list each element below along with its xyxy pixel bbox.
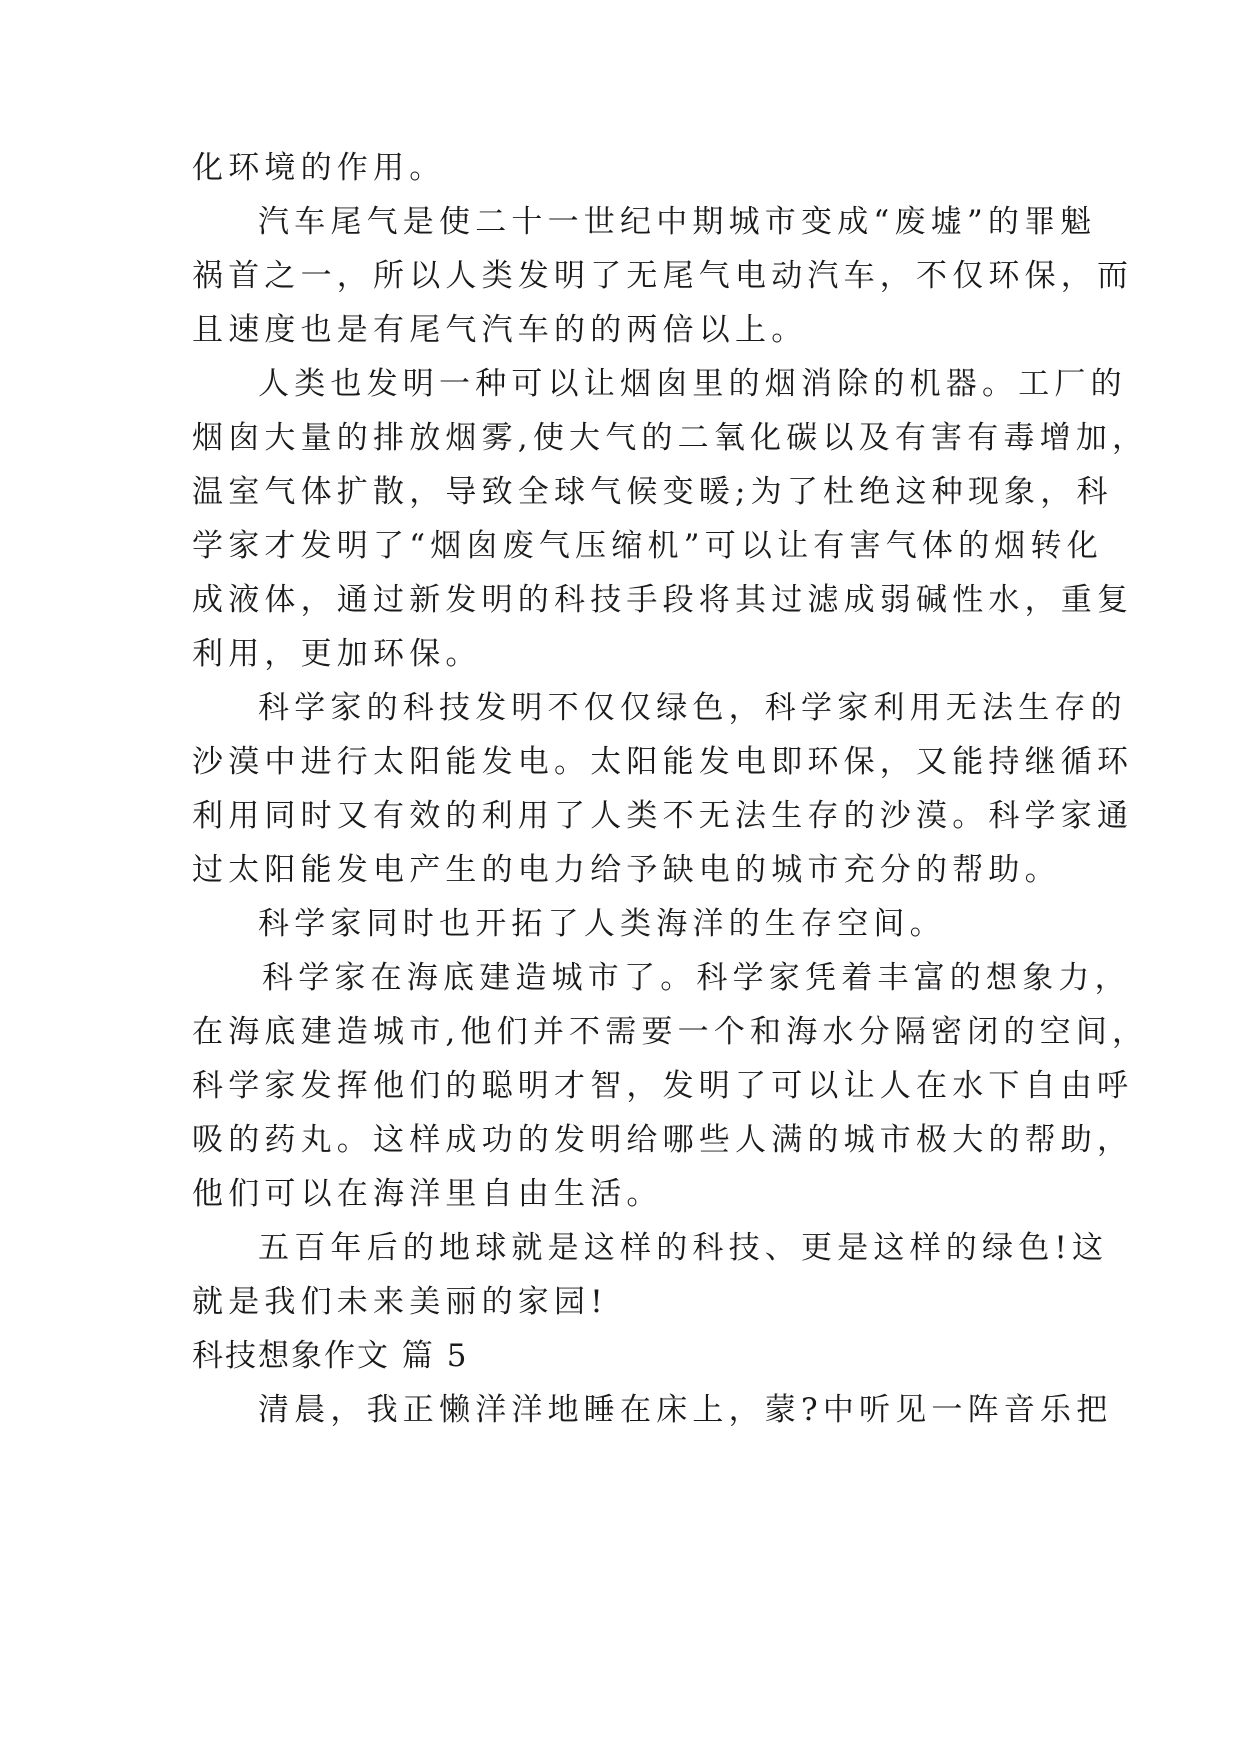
text-line-4: 且速度也是有尾气汽车的的两倍以上。 xyxy=(192,312,808,348)
text-line-12: 沙漠中进行太阳能发电。太阳能发电即环保，又能持继循环 xyxy=(192,744,1134,780)
text-line-10: 利用，更加环保。 xyxy=(192,636,482,672)
text-line-13: 利用同时又有效的利用了人类不无法生存的沙漠。科学家通 xyxy=(192,798,1134,834)
text-line-3: 祸首之一，所以人类发明了无尾气电动汽车，不仅环保，而 xyxy=(192,258,1134,294)
text-line-8: 学家才发明了“烟囱废气压缩机”可以让有害气体的烟转化 xyxy=(192,528,1103,564)
text-line-2: 汽车尾气是使二十一世纪中期城市变成“废墟”的罪魁 xyxy=(258,204,1097,240)
text-line-21: 五百年后的地球就是这样的科技、更是这样的绿色!这 xyxy=(258,1230,1109,1266)
text-line-18: 科学家发挥他们的聪明才智，发明了可以让人在水下自由呼 xyxy=(192,1068,1134,1104)
section-heading: 科技想象作文 篇 5 xyxy=(192,1338,469,1374)
text-line-20: 他们可以在海洋里自由生活。 xyxy=(192,1176,663,1212)
text-line-14: 过太阳能发电产生的电力给予缺电的城市充分的帮助。 xyxy=(192,852,1061,888)
text-line-24: 清晨，我正懒洋洋地睡在床上，蒙?中听见一阵音乐把 xyxy=(258,1392,1113,1428)
text-line-6: 烟囱大量的排放烟雾,使大气的二氧化碳以及有害有毒增加， xyxy=(192,420,1149,456)
text-line-22: 就是我们未来美丽的家园! xyxy=(192,1284,608,1320)
text-line-1: 化环境的作用。 xyxy=(192,150,446,186)
text-line-19: 吸的药丸。这样成功的发明给哪些人满的城市极大的帮助， xyxy=(192,1122,1134,1158)
text-line-11: 科学家的科技发明不仅仅绿色，科学家利用无法生存的 xyxy=(258,690,1127,726)
text-line-5: 人类也发明一种可以让烟囱里的烟消除的机器。工厂的 xyxy=(258,366,1127,402)
text-line-7: 温室气体扩散，导致全球气候变暖;为了杜绝这种现象，科 xyxy=(192,474,1113,510)
text-line-16: 科学家在海底建造城市了。科学家凭着丰富的想象力， xyxy=(262,960,1131,996)
text-line-9: 成液体，通过新发明的科技手段将其过滤成弱碱性水，重复 xyxy=(192,582,1134,618)
text-line-17: 在海底建造城市,他们并不需要一个和海水分隔密闭的空间， xyxy=(192,1014,1149,1050)
text-line-15: 科学家同时也开拓了人类海洋的生存空间。 xyxy=(258,906,946,942)
